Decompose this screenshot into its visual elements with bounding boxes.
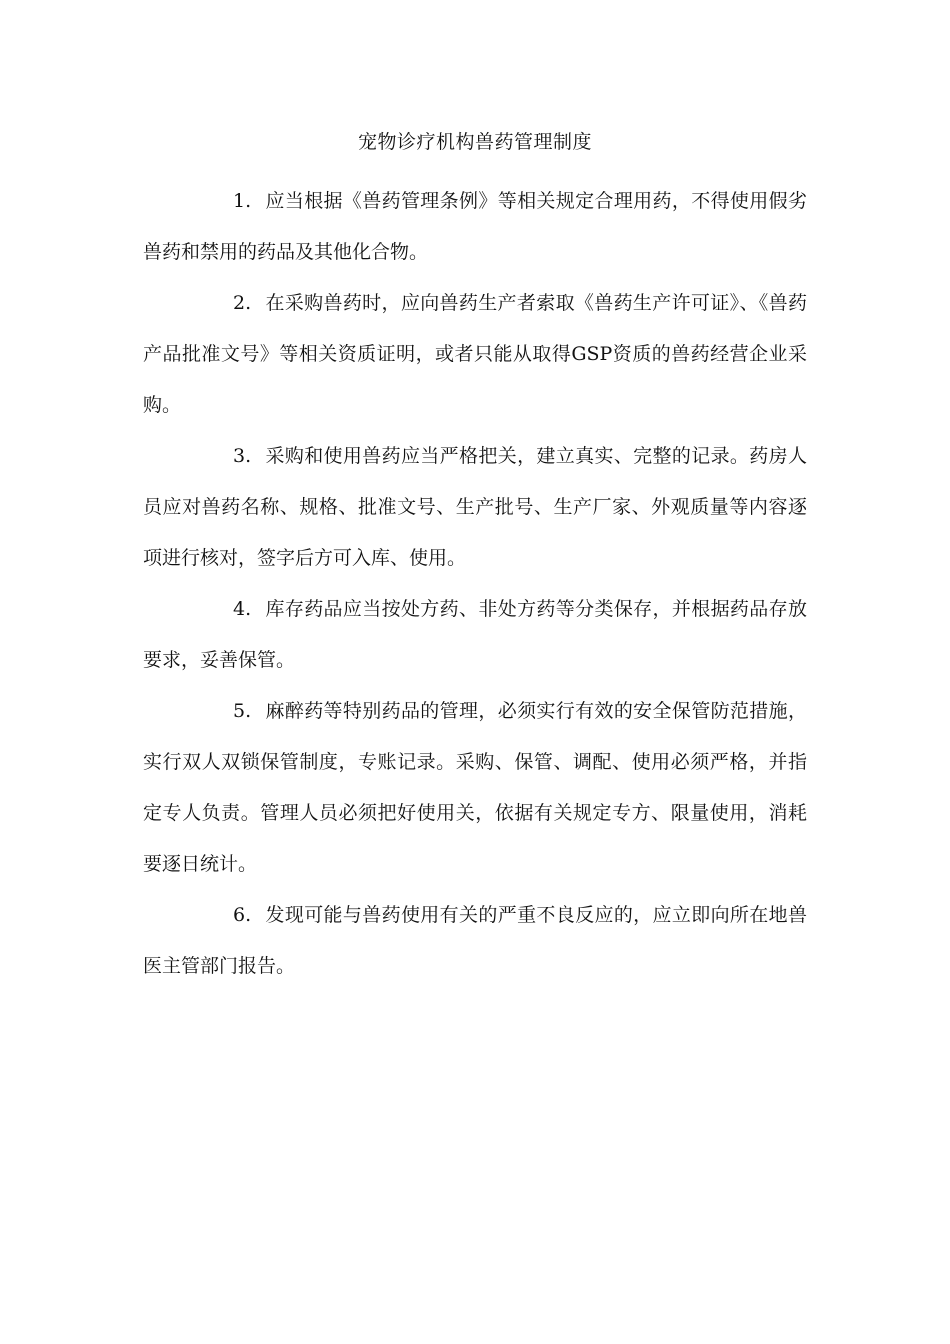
clause-number: 2.: [233, 292, 252, 314]
clause-2: [143, 278, 807, 431]
clause-number: 3.: [233, 445, 252, 467]
clause-number: 5.: [233, 700, 252, 722]
document-title: 宠物诊疗机构兽药管理制度: [357, 131, 592, 153]
clause-text: 麻醉药等特别药品的管理，必须实行有效的安全保管防范措施，实行双人双锁保管制度，专账记录。采购、保管、调配、使用必须严格，并指定专人负责。管理人员必须把好使用关，依据有关规定专方、限量使用，消耗要逐日统计。: [143, 700, 807, 875]
clause-text: 发现可能与兽药使用有关的严重不良反应的，应立即向所在地兽医主管部门报告。: [143, 904, 807, 977]
clause-3: [143, 431, 807, 584]
clause-text: 采购和使用兽药应当严格把关，建立真实、完整的记录。药房人员应对兽药名称、规格、批准文号、生产批号、生产厂家、外观质量等内容逐项进行核对，签字后方可入库、使用。: [143, 445, 807, 569]
clause-list: [0, 176, 950, 992]
clause-number: 4.: [233, 598, 252, 620]
clause-6: [143, 890, 807, 992]
clause-text: 在采购兽药时，应向兽药生产者索取《兽药生产许可证》、《兽药产品批准文号》等相关资质证明，或者只能从取得GSP资质的兽药经营企业采购。: [143, 292, 807, 416]
clause-5: [143, 686, 807, 890]
clause-4: [143, 584, 807, 686]
clause-text: 库存药品应当按处方药、非处方药等分类保存，并根据药品存放要求，妥善保管。: [143, 598, 807, 671]
clause-number: 1.: [233, 190, 252, 212]
clause-number: 6.: [233, 904, 252, 926]
clause-text: 应当根据《兽药管理条例》等相关规定合理用药，不得使用假劣兽药和禁用的药品及其他化合物。: [143, 190, 807, 263]
clause-1: [143, 176, 807, 278]
